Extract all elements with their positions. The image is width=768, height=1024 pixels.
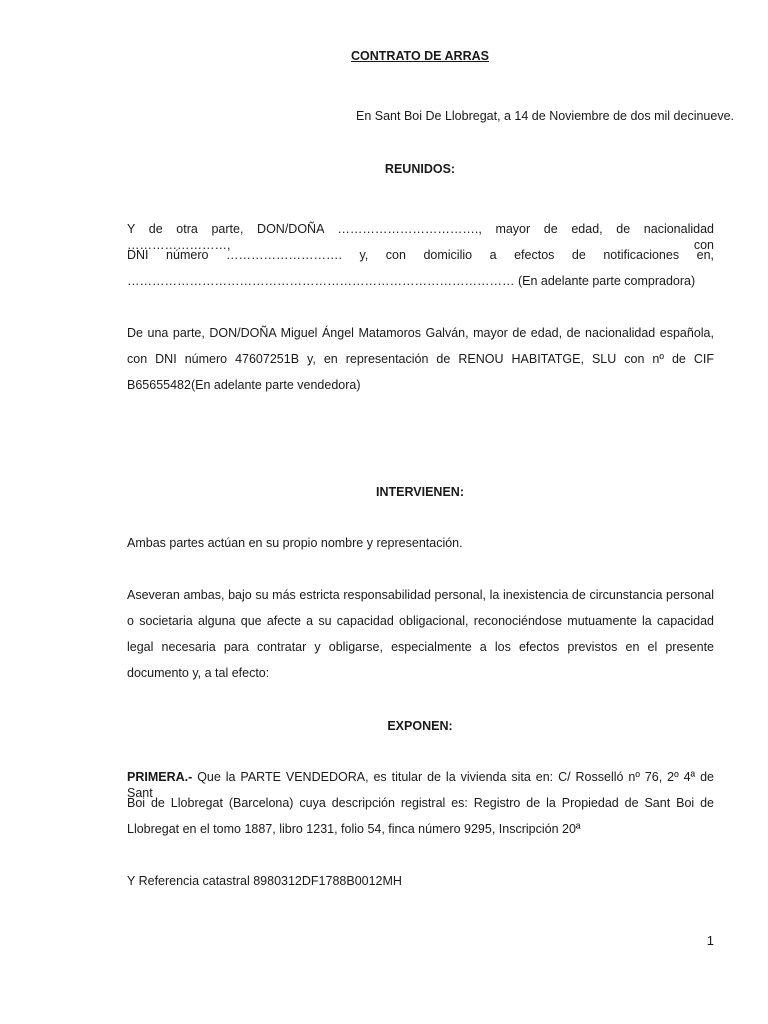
page-number: 1 [706,933,714,948]
seller-line-3: B65655482(En adelante parte vendedora) [127,378,361,392]
buyer-line-1: Y de otra parte, DON/DOÑA ……………………………., mayor de edad, de nacionalidad ……………………, con [127,222,714,252]
intervienen-line-3: legal necesaria para contratar y obligarse, especialmente a los efectos previstos en el presente [127,640,714,654]
buyer-line-2: DNI número ………………………. y, con domicilio a efectos de notificaciones en, [127,248,714,262]
primera-line-2: Boi de Llobregat (Barcelona) cuya descripción registral es: Registro de la Propiedad de Sant Boi de [127,796,714,810]
seller-line-1: De una parte, DON/DOÑA Miguel Ángel Matamoros Galván, mayor de edad, de nacionalidad española, [127,326,714,340]
primera-line-1-text: Que la PARTE VENDEDORA, es titular de la vivienda sita en: C/ Rosselló nº 76, 2º 4ª de Sant [127,770,714,800]
intervienen-paragraph-1: Ambas partes actúan en su propio nombre y representación. [127,536,463,550]
intervienen-line-2: o societaria alguna que afecte a su capacidad obligacional, reconociéndose mutuamente la capacidad [127,614,714,628]
intervienen-line-1: Aseveran ambas, bajo su más estricta responsabilidad personal, la inexistencia de circunstancia personal [127,588,714,602]
primera-label: PRIMERA.- [127,770,193,784]
buyer-line-3: ………………………………………………………………………………… (En adelante parte compradora) [127,274,696,288]
intervienen-heading: INTERVIENEN: [376,485,464,499]
seller-line-2: con DNI número 47607251B y, en representación de RENOU HABITATGE, SLU con nº de CIF [127,352,714,366]
referencia-catastral: Y Referencia catastral 8980312DF1788B0012MH [127,874,402,888]
place-date: En Sant Boi De Llobregat, a 14 de Noviembre de dos mil decinueve. [356,109,735,123]
reunidos-heading: REUNIDOS: [384,162,456,176]
exponen-heading: EXPONEN: [387,719,453,733]
document-title: CONTRATO DE ARRAS [351,49,489,63]
primera-line-3: Llobregat en el tomo 1887, libro 1231, folio 54, finca número 9295, Inscripción 20ª [127,822,581,836]
intervienen-line-4: documento y, a tal efecto: [127,666,270,680]
